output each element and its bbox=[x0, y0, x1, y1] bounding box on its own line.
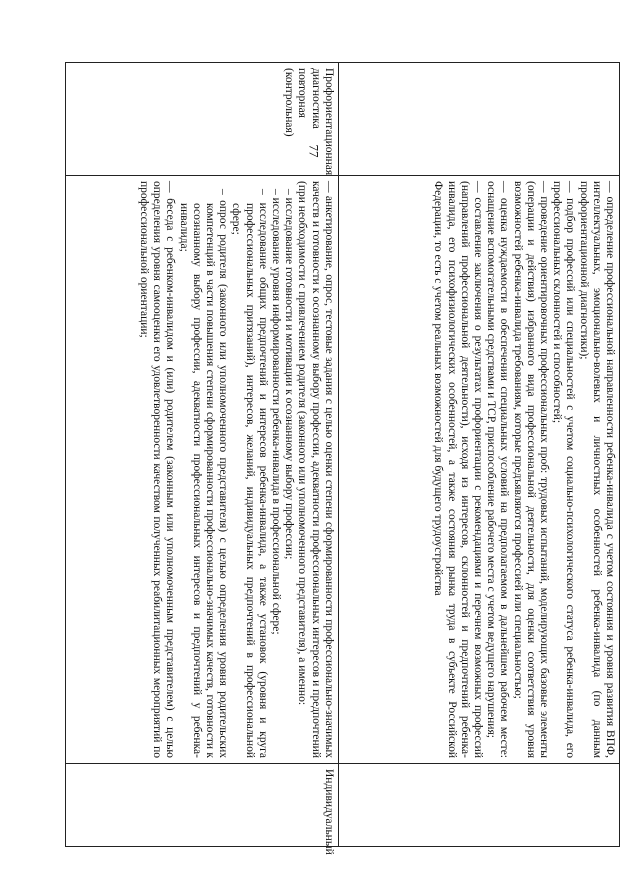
content-cell-1 bbox=[338, 176, 619, 764]
content-cell-2 bbox=[66, 176, 339, 764]
list-item: — оценка нуждаемости в обеспечении специальных условий на предполагаемом в дальнейшем рабочем месте: оснащение вспомогательными средствами и ТСР, приспособление рабочего места с учетом ведущего нарушения; bbox=[485, 181, 511, 758]
form-cell-1 bbox=[338, 764, 619, 847]
list-item: — проведение ориентировочных профессиональных проб: трудовых испытаний, моделирующих базовые элементы (операции и действия) избранного вида профессиональной деятельности, для оценки соответствия уровня возможностей ребенка-инвалида требованиям, которые предъявляются профессией или специальностью; bbox=[511, 181, 550, 758]
stage-cell-2: Профориентационная диагностика повторная (контрольная) bbox=[66, 63, 339, 176]
stage-cell-1 bbox=[338, 63, 619, 176]
document-table-frame bbox=[65, 62, 620, 855]
sub-list-item: – исследование общих предпочтений и интересов ребенка-инвалида, а также установок (уровня и круга профессиональных притязаний), интересов, желаний, индивидуальных предпочтений в профессиональной сфере; bbox=[230, 189, 269, 758]
list-item: — подбор профессий или специальностей с учетом социально-психологического статуса ребенка-инвалида, его профессиональных склонностей и способностей; bbox=[551, 181, 577, 758]
list-item: — составление заключения о результатах профориентации с рекомендациями и перечнем возможных профессий (направлений профессиональной деятельности), исходя из интересов, склонностей и предпочтений ребенка-инвалида, его психофизиологических особенностей, а также состояния рынка труда в субъекте Российской Федерации, то есть с учетом реальных возможностей для будущего трудоустройства bbox=[432, 181, 484, 758]
list-item: — определение профессиональной направленности ребенка-инвалида с учетом состояния и уровня развития ВПФ, интеллектуальных, эмоционально-волевых и личностных особенностей ребенка-инвалида (по данным профориентационной диагностики); bbox=[577, 181, 616, 758]
sub-list-item: – исследование готовности и мотивации к осознанному выбору профессии; bbox=[283, 189, 296, 560]
table-row bbox=[338, 63, 619, 847]
table-row bbox=[66, 63, 339, 847]
sub-list-item: – исследование уровня информированности ребенка-инвалида в профессиональной сфере; bbox=[270, 189, 282, 635]
list-item: — беседа с ребенком-инвалидом и (или) родителем (законным или уполномоченным представителем) с целью определения уровня самооценки его удовлетворенности качеством полученных реабилитационных мероприятий по профессиональной ориентации; bbox=[137, 181, 177, 758]
rotated-table-container bbox=[65, 62, 620, 855]
list-item: — анкетирование, опрос, тестовые задания с целью оценки степени сформированности профессионально-значимых качеств и готовности к осознанному выбору профессии, адекватности профессиональных интересов и предпочтений (при необходимости с привлечением родителя (законного или уполномоченного представителя), а именно: bbox=[296, 181, 335, 758]
rehab-measures-table bbox=[65, 62, 620, 855]
form-cell-2: Индивидуальный bbox=[66, 764, 339, 847]
sub-list-item: – опрос родителя (законного или уполномоченного представителя) с целью определения уровня родительских компетенций в части повышения степени сформированности профессионально-значимых качеств, готовности к осознанному выбору профессии, адекватности профессиональных интересов и предпочтений у ребенка-инвалида; bbox=[177, 189, 230, 758]
page-number: 77 bbox=[306, 144, 322, 158]
